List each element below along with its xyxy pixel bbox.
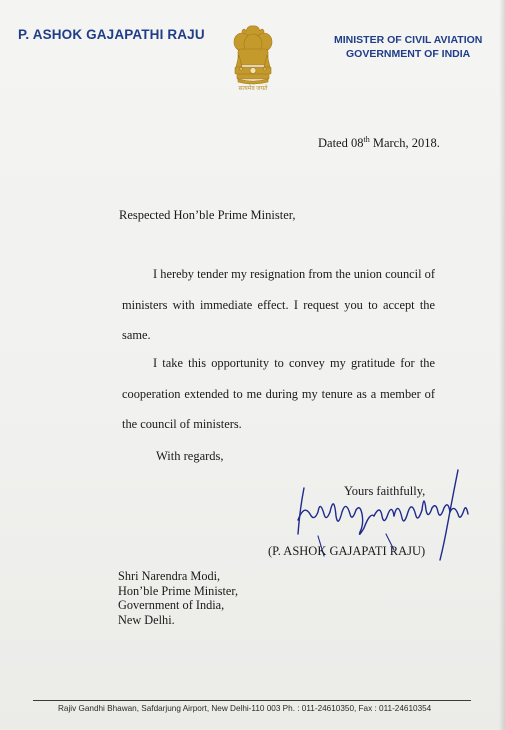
letterhead-name: P. ASHOK GAJAPATHI RAJU <box>18 27 205 42</box>
addressee-block <box>118 569 238 627</box>
letterhead-title-line2: GOVERNMENT OF INDIA <box>346 48 471 60</box>
salutation: Respected Hon’ble Prime Minister, <box>119 208 296 222</box>
letter-date <box>318 135 440 151</box>
addressee-line: Government of India, <box>118 598 225 612</box>
addressee-line: Shri Narendra Modi, <box>118 569 221 583</box>
date-prefix: Dated 08 <box>318 136 364 151</box>
letterhead-title-line1: MINISTER OF CIVIL AVIATION <box>334 34 483 46</box>
closing-regards: With regards, <box>156 449 224 463</box>
footer-address: Rajiv Gandhi Bhawan, Safdarjung Airport, New Delhi-110 003 Ph. : 011-24610350, Fax : 011-24610354 <box>58 704 432 713</box>
closing-yours-faithfully: Yours faithfully, <box>344 484 426 498</box>
body-paragraph: I hereby tender my resignation from the union council of ministers with immediate effect. I request you to accept the same. <box>122 267 435 342</box>
date-suffix: th <box>363 135 370 144</box>
emblem-motto: सत्यमेव जयते <box>238 86 268 92</box>
footer-divider <box>33 700 471 701</box>
date-rest: March, 2018. <box>369 136 440 151</box>
addressee-line: New Delhi. <box>118 612 175 627</box>
signatory-name: (P. ASHOK GAJAPATI RAJU) <box>268 544 426 558</box>
body-paragraph: I take this opportunity to convey my gratitude for the cooperation extended to me during my tenure as a member of the council of ministers. <box>122 356 435 431</box>
addressee-line: Hon’ble Prime Minister, <box>118 583 239 598</box>
